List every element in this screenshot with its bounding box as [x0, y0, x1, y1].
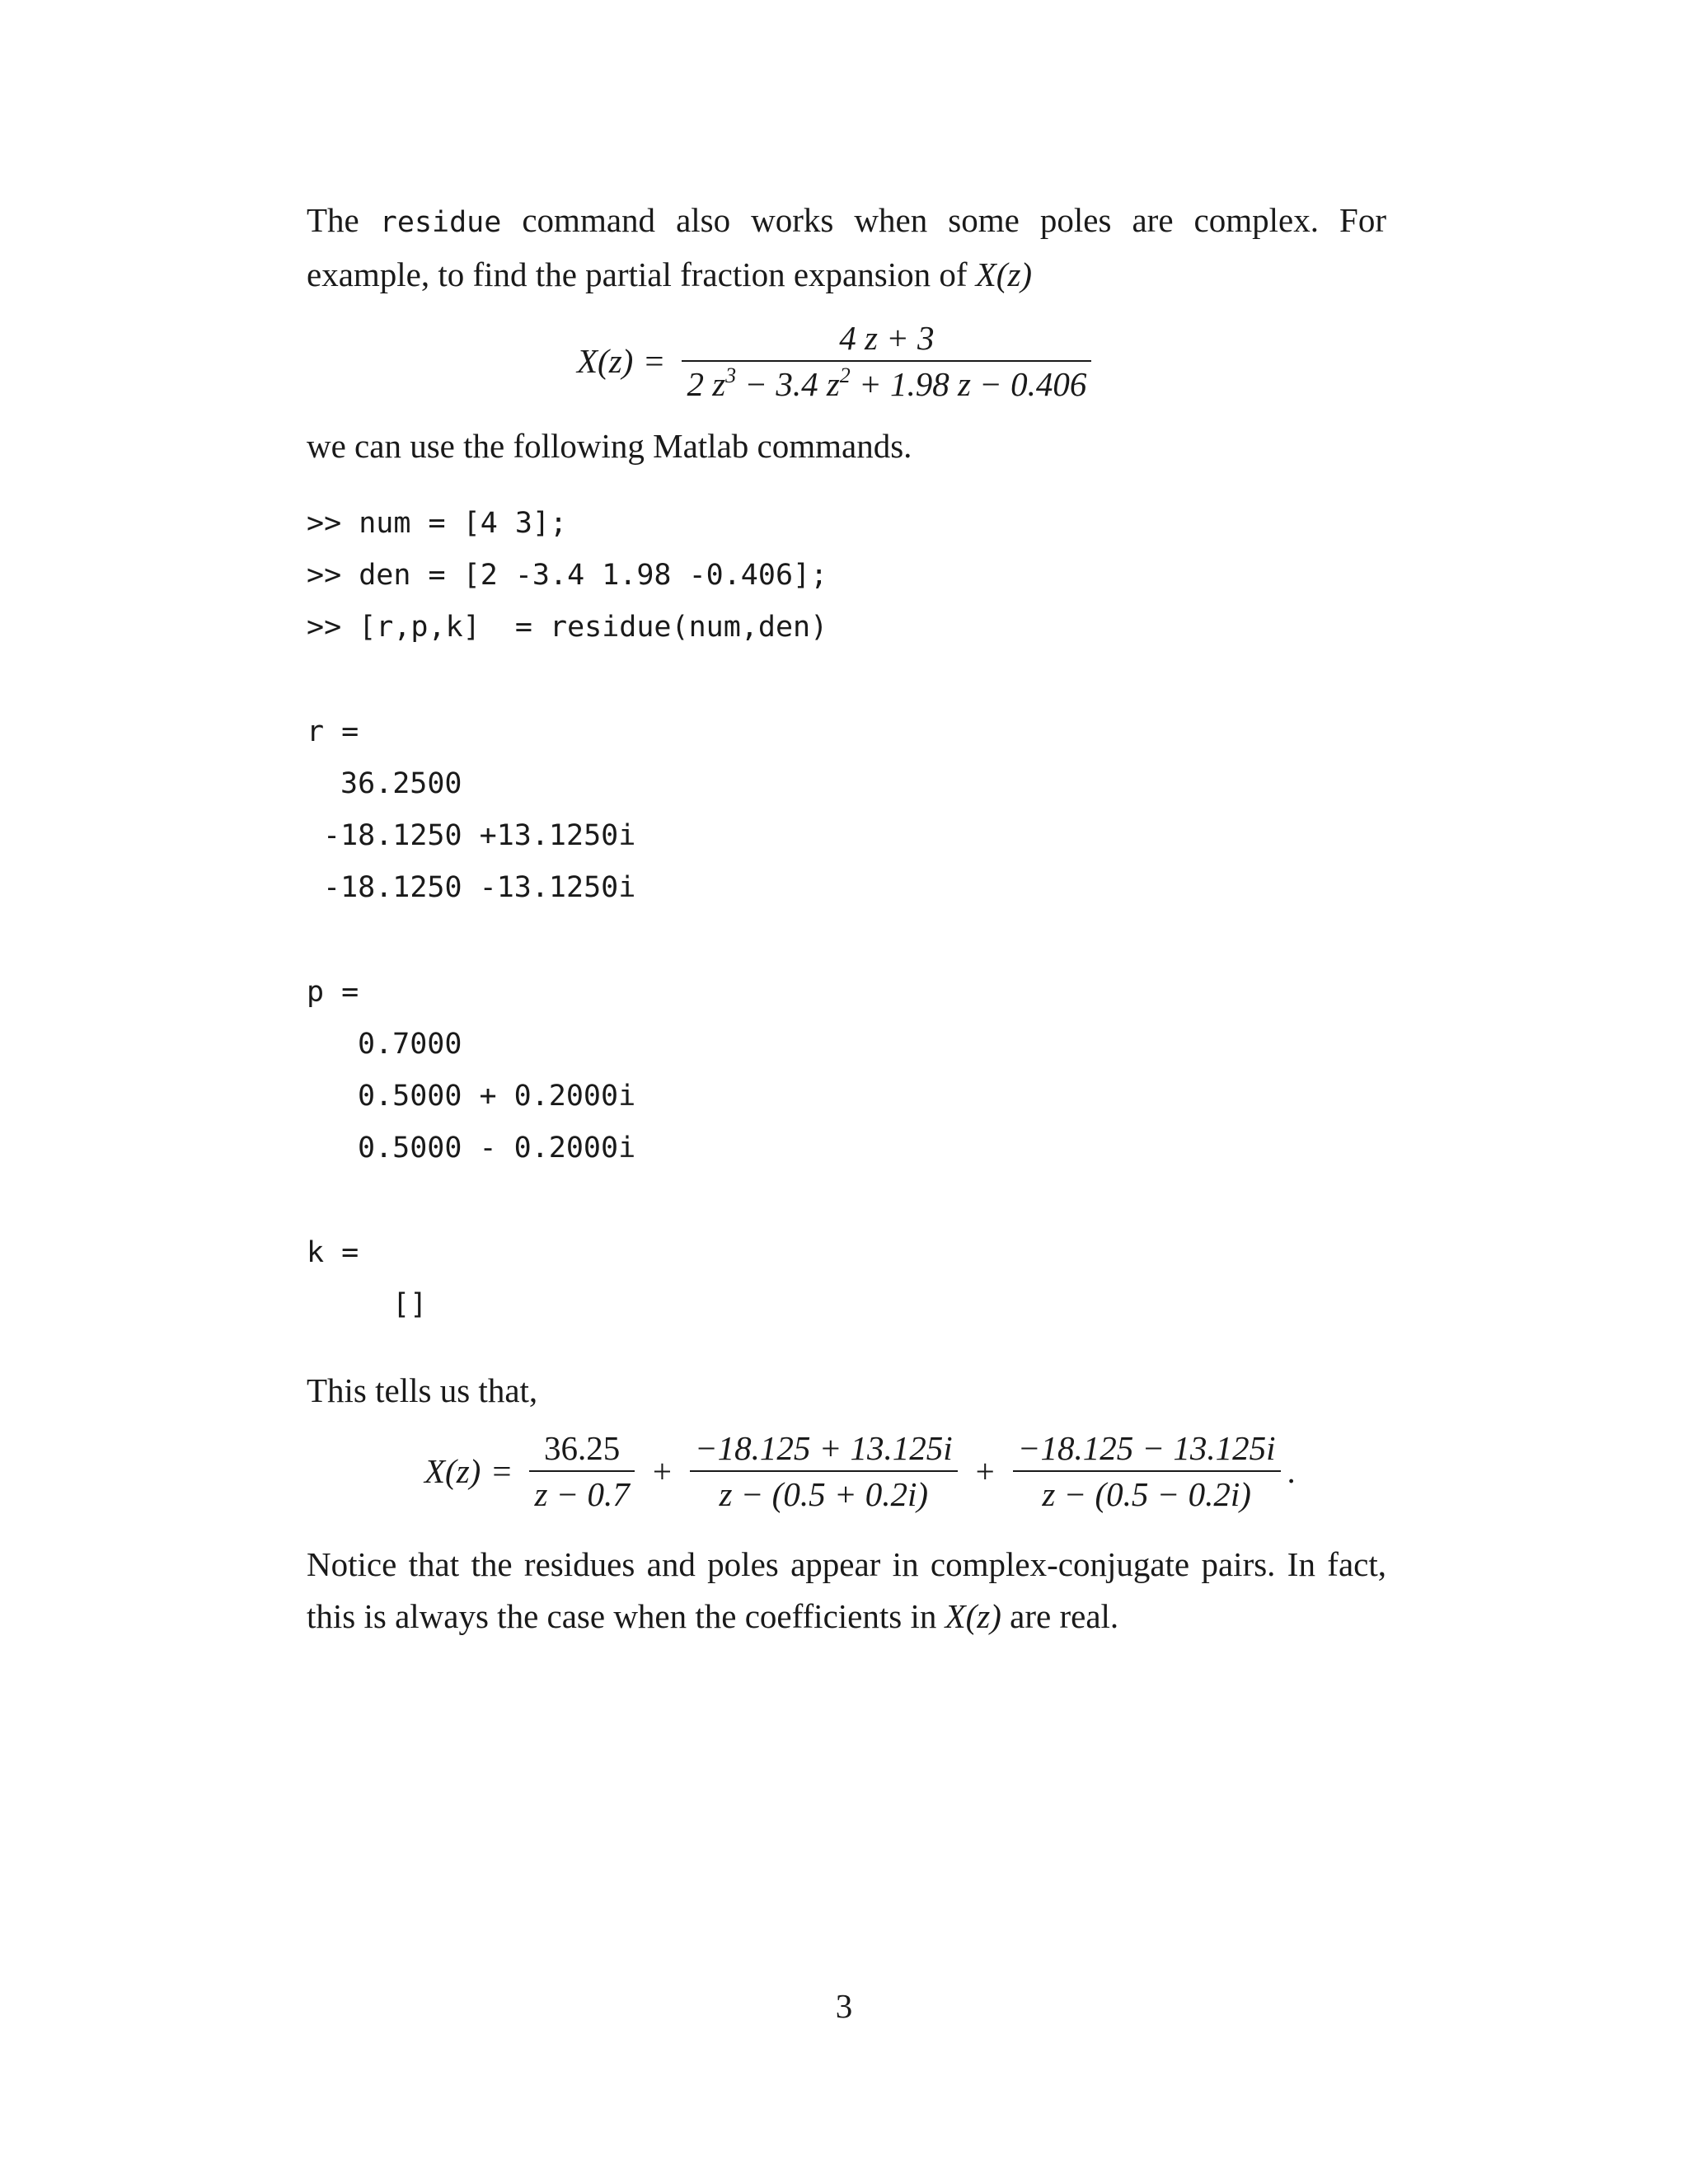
- eq2-term-3-bar: [1013, 1470, 1281, 1472]
- intro-text-after: command also works when some poles are complex. For example, to find the partial fraction expansion of: [307, 201, 1386, 293]
- eq2-term-1-denominator: z − 0.7: [534, 1475, 630, 1513]
- command-line-3: >> [r,p,k] = residue(num,den): [307, 611, 828, 644]
- output-r-label: r =: [307, 715, 359, 748]
- eq2-lhs: X(z): [424, 1452, 481, 1490]
- equation-transfer-function: [577, 317, 1098, 405]
- eq1-den-term-a: 2 z: [687, 365, 726, 403]
- intro-paragraph: [307, 194, 1386, 301]
- after-eq1-text: we can use the following Matlab commands.: [307, 427, 912, 465]
- eq1-den-exp-b: 2: [839, 363, 851, 387]
- output-r-value-1: 36.2500: [340, 767, 462, 800]
- eq2-term-3: [1013, 1427, 1281, 1515]
- eq1-den-term-c: + 1.98 z − 0.406: [850, 365, 1087, 403]
- output-p-value-3: 0.5000 - 0.2000i: [358, 1132, 636, 1165]
- page-number: 3: [835, 1987, 853, 2025]
- conclusion-text-after: are real.: [1001, 1597, 1119, 1635]
- eq2-term-3-denominator: z − (0.5 − 0.2i): [1042, 1475, 1251, 1513]
- conclusion-text-before: Notice that the residues and poles appear in complex-conjugate pairs. In fact, this is always the case when the coefficients in: [307, 1545, 1386, 1635]
- command-line-1: >> num = [4 3];: [307, 507, 568, 540]
- eq2-term-1-numerator: 36.25: [544, 1429, 621, 1467]
- eq2-period: .: [1287, 1452, 1296, 1490]
- eq2-plus-1: +: [652, 1452, 672, 1490]
- eq2-equals: =: [492, 1452, 512, 1490]
- eq2-term-2-bar: [690, 1470, 958, 1472]
- eq1-den-exp-a: 3: [725, 363, 737, 387]
- eq2-term-2: [690, 1427, 958, 1515]
- residue-code-word: residue: [379, 206, 502, 239]
- intro-text-before: The: [307, 201, 380, 239]
- output-k-value: []: [392, 1288, 428, 1321]
- intro-func: X(z): [975, 255, 1033, 293]
- eq2-plus-2: +: [975, 1452, 995, 1490]
- eq1-equals: =: [645, 342, 664, 380]
- eq1-denominator: [682, 363, 1091, 405]
- eq1-numerator: 4 z + 3: [839, 319, 935, 357]
- eq1-lhs: X(z): [577, 342, 634, 380]
- eq1-fraction: [682, 317, 1091, 405]
- eq2-term-1-bar: [529, 1470, 634, 1472]
- output-r-value-2: -18.1250 +13.1250i: [323, 819, 636, 852]
- command-line-2: >> den = [2 -3.4 1.98 -0.406];: [307, 559, 828, 592]
- eq1-den-term-b: − 3.4 z: [736, 365, 840, 403]
- eq2-term-1: [529, 1427, 634, 1515]
- eq2-term-3-numerator: −18.125 − 13.125i: [1017, 1429, 1276, 1467]
- conclusion-paragraph: [307, 1539, 1386, 1643]
- eq2-term-2-denominator: z − (0.5 + 0.2i): [719, 1475, 929, 1513]
- output-p-label: p =: [307, 976, 359, 1009]
- output-r-value-3: -18.1250 -13.1250i: [323, 871, 636, 904]
- output-p-value-2: 0.5000 + 0.2000i: [358, 1080, 636, 1113]
- output-p-value-1: 0.7000: [358, 1028, 462, 1061]
- output-k-label: k =: [307, 1236, 359, 1269]
- tells-us-text: This tells us that,: [307, 1371, 538, 1409]
- eq1-fraction-bar: [682, 360, 1091, 362]
- conclusion-func: X(z): [945, 1597, 1001, 1635]
- equation-partial-fractions: [424, 1427, 1296, 1515]
- eq2-term-2-numerator: −18.125 + 13.125i: [694, 1429, 953, 1467]
